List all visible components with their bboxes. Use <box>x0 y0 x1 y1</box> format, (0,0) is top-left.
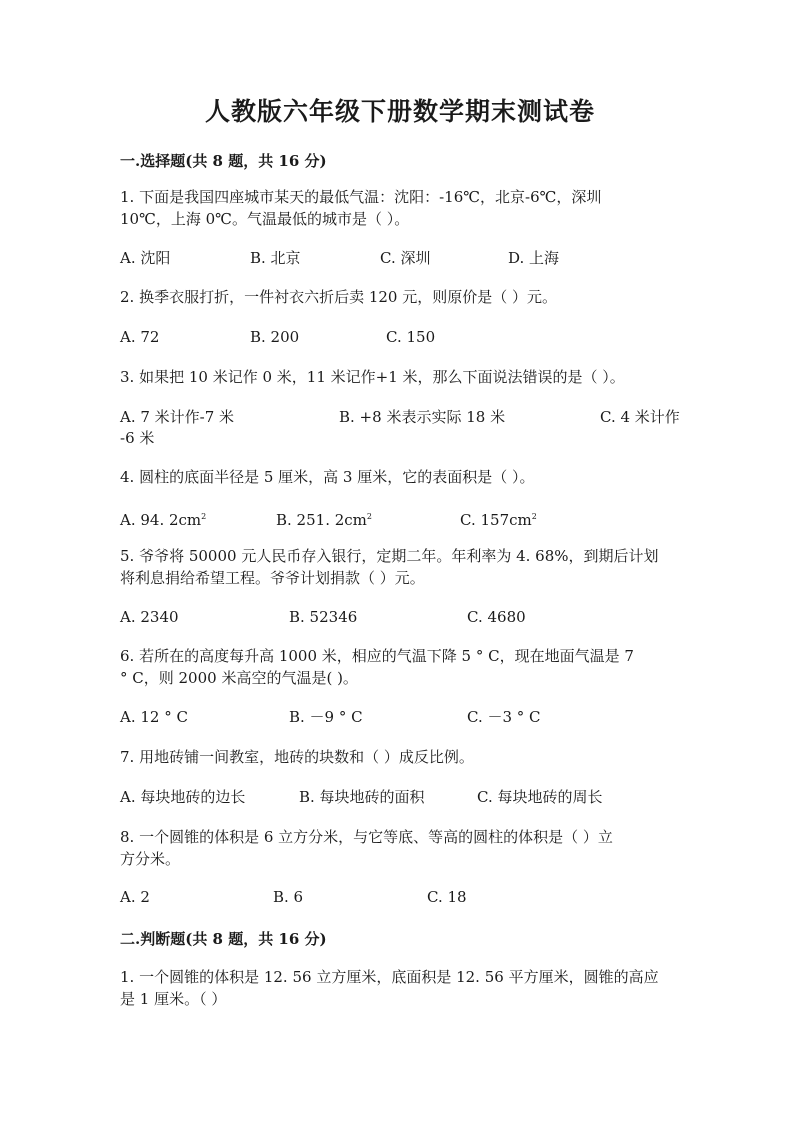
question-1-option-d: D. 上海 <box>508 249 560 267</box>
question-5-option-a: A. 2340 <box>120 608 179 626</box>
square-unit-superscript: 2 <box>366 512 372 521</box>
question-6-option-b: B. －9 ° C <box>289 708 363 726</box>
judgement-1-text: 1. 一个圆锥的体积是 12. 56 立方厘米，底面积是 12. 56 平方厘米，圆锥的高应 <box>120 968 659 986</box>
question-8-option-a: A. 2 <box>120 888 150 906</box>
judgement-1-text-cont: 是 1 厘米。（ ） <box>120 990 227 1008</box>
question-8-text-cont: 方分米。 <box>120 850 181 868</box>
question-7-option-c: C. 每块地砖的周长 <box>477 788 603 806</box>
question-4-option-b <box>276 506 372 531</box>
question-8-text: 8. 一个圆锥的体积是 6 立方分米，与它等底、等高的圆柱的体积是（ ）立 <box>120 828 613 846</box>
question-7-option-b: B. 每块地砖的面积 <box>299 788 425 806</box>
question-3-option-b: B. +8 米表示实际 18 米 <box>339 408 506 426</box>
question-3-option-c-cont: -6 米 <box>120 429 155 447</box>
section-heading-choice: 一.选择题(共 8 题，共 16 分) <box>120 152 327 170</box>
question-5-text-cont: 将利息捐给希望工程。爷爷计划捐款（ ）元。 <box>120 569 425 587</box>
question-4-option-c <box>460 506 537 531</box>
question-3-option-a: A. 7 米计作-7 米 <box>120 408 235 426</box>
question-2-option-a: A. 72 <box>120 328 160 346</box>
question-8-option-b: B. 6 <box>273 888 304 906</box>
question-1-text: 1. 下面是我国四座城市某天的最低气温：沈阳：-16℃，北京-6℃，深圳 <box>120 188 602 206</box>
question-3-text: 3. 如果把 10 米记作 0 米，11 米记作+1 米，那么下面说法错误的是（ ）。 <box>120 368 625 386</box>
question-8-option-c: C. 18 <box>427 888 467 906</box>
question-2-option-b: B. 200 <box>250 328 300 346</box>
question-4-text: 4. 圆柱的底面半径是 5 厘米，高 3 厘米，它的表面积是（ ）。 <box>120 468 535 486</box>
question-6-option-a: A. 12 ° C <box>120 708 188 726</box>
section-heading-judgement: 二.判断题(共 8 题，共 16 分) <box>120 930 327 948</box>
question-6-text: 6. 若所在的高度每升高 1000 米，相应的气温下降 5 ° C，现在地面气温是 7 <box>120 647 634 665</box>
question-5-option-b: B. 52346 <box>289 608 358 626</box>
question-2-text: 2. 换季衣服打折，一件衬衣六折后卖 120 元，则原价是（ ）元。 <box>120 288 558 306</box>
question-2-option-c: C. 150 <box>386 328 436 346</box>
question-1-option-c: C. 深圳 <box>380 249 431 267</box>
question-6-option-c: C. －3 ° C <box>467 708 541 726</box>
question-1-text-cont: 10℃，上海 0℃。气温最低的城市是（ ）。 <box>120 210 410 228</box>
square-unit-superscript: 2 <box>531 512 537 521</box>
question-5-option-c: C. 4680 <box>467 608 526 626</box>
question-4-option-a <box>120 506 206 531</box>
page-title: 人教版六年级下册数学期末测试卷 <box>204 97 595 126</box>
question-4-option-c-label: C. 157cm <box>460 511 532 529</box>
question-3-option-c: C. 4 米计作 <box>600 408 680 426</box>
square-unit-superscript: 2 <box>201 512 207 521</box>
question-4-option-b-label: B. 251. 2cm <box>276 511 367 529</box>
question-7-text: 7. 用地砖铺一间教室，地砖的块数和（ ）成反比例。 <box>120 748 474 766</box>
question-1-option-b: B. 北京 <box>250 249 301 267</box>
question-6-text-cont: ° C，则 2000 米高空的气温是( )。 <box>120 669 358 687</box>
question-7-option-a: A. 每块地砖的边长 <box>120 788 246 806</box>
question-1-option-a: A. 沈阳 <box>120 249 171 267</box>
question-4-option-a-label: A. 94. 2cm <box>120 511 202 529</box>
question-5-text: 5. 爷爷将 50000 元人民币存入银行，定期二年。年利率为 4. 68%，到期后计划 <box>120 547 659 565</box>
